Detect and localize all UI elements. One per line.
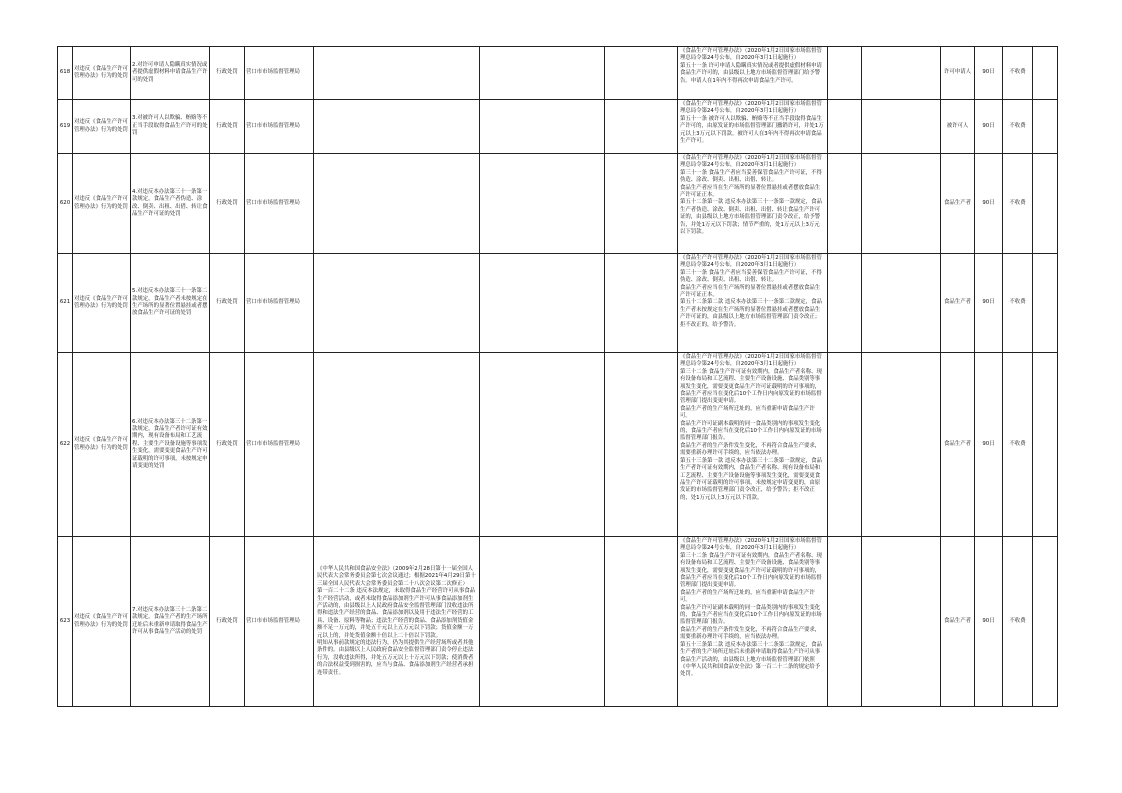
time-limit: 90日 xyxy=(975,100,1003,154)
empty-cell xyxy=(862,100,941,154)
power-type: 行政处罚 xyxy=(210,353,245,537)
target-object: 食品生产者 xyxy=(941,537,975,707)
table-row xyxy=(58,353,1058,537)
row-number: 619 xyxy=(58,100,73,154)
power-type: 行政处罚 xyxy=(210,154,245,254)
empty-cell xyxy=(1033,100,1058,154)
sub-item: 7.对违反本办法第三十二条第二款规定，食品生产者的生产场所迁址后未重新申请取得食品生产许可从事食品生产活动的处罚 xyxy=(131,537,210,707)
empty-cell xyxy=(828,353,862,537)
item-name: 对违反《食品生产许可管理办法》行为的处罚 xyxy=(73,537,131,707)
penalty-table xyxy=(57,46,1058,707)
time-limit: 90日 xyxy=(975,537,1003,707)
sub-item: 5.对违反本办法第三十一条第二款规定，食品生产者未按规定在生产场所的显著位置悬挂或者摆放食品生产许可证的处罚 xyxy=(131,254,210,353)
empty-cell xyxy=(828,100,862,154)
empty-cell xyxy=(1033,537,1058,707)
empty-cell xyxy=(1033,154,1058,254)
empty-cell xyxy=(862,47,941,100)
target-object: 许可申请人 xyxy=(941,47,975,100)
regulation-basis: 《食品生产许可管理办法》（2020年1月2日国家市场监督管理总局令第24号公布，自2020年3月1日起施行） 第三十一条 食品生产者应当妥善保管食品生产许可证，不得伪造、涂改、倒卖、出租、出借、转让。 食品生产者应当在生产场所的显著位置悬挂或者摆放食品生产许可证正本。 第五十二条第二款 违反本办法第三十一条第二款规定，食品生产者未按规定在生产场所的显著位置悬挂或者摆放食品生产许可证的，由县级以上地方市场监督管理部门责令改正；拒不改正的，给予警告。 xyxy=(678,254,828,353)
table-row xyxy=(58,254,1058,353)
target-object: 食品生产者 xyxy=(941,254,975,353)
regulation-basis: 《食品生产许可管理办法》（2020年1月2日国家市场监督管理总局令第24号公布，自2020年3月1日起施行） 第三十一条 食品生产者应当妥善保管食品生产许可证，不得伪造、涂改、倒卖、出租、出借、转让。 食品生产者应当在生产场所的显著位置悬挂或者摆放食品生产许可证正本。 第五十二条第一款 违反本办法第三十一条第一款规定，食品生产者伪造、涂改、倒卖、出租、出借、转让食品生产许可证的，由县级以上地方市场监督管理部门责令改正，给予警告，并处1万元以下罚款；情节严重的，处1万元以上3万元以下罚款。 xyxy=(678,154,828,254)
fee: 不收费 xyxy=(1003,47,1033,100)
table-row xyxy=(58,47,1058,100)
table-body xyxy=(58,47,1058,707)
department: 营口市市场监督管理局 xyxy=(245,254,314,353)
empty-cell xyxy=(862,154,941,254)
law-basis xyxy=(314,47,480,100)
department: 营口市市场监督管理局 xyxy=(245,537,314,707)
empty-cell xyxy=(828,254,862,353)
empty-cell xyxy=(1033,353,1058,537)
empty-cell xyxy=(480,100,605,154)
empty-cell xyxy=(862,353,941,537)
table-row xyxy=(58,154,1058,254)
empty-cell xyxy=(862,537,941,707)
item-name: 对违反《食品生产许可管理办法》行为的处罚 xyxy=(73,47,131,100)
empty-cell xyxy=(605,47,678,100)
time-limit: 90日 xyxy=(975,353,1003,537)
target-object: 被许可人 xyxy=(941,100,975,154)
law-basis xyxy=(314,154,480,254)
row-number: 620 xyxy=(58,154,73,254)
target-object: 食品生产者 xyxy=(941,353,975,537)
fee: 不收费 xyxy=(1003,154,1033,254)
fee: 不收费 xyxy=(1003,537,1033,707)
power-type: 行政处罚 xyxy=(210,47,245,100)
power-type: 行政处罚 xyxy=(210,254,245,353)
empty-cell xyxy=(862,254,941,353)
time-limit: 90日 xyxy=(975,47,1003,100)
regulation-basis: 《食品生产许可管理办法》（2020年1月2日国家市场监督管理总局令第24号公布，自2020年3月1日起施行） 第三十二条 食品生产许可证有效期内，食品生产者名称、现有设备布局和工艺流程、主要生产设备设施、食品类别等事项发生变化，需要变更食品生产许可证载明的许可事项的，食品生产者应当在变化后10个工作日内向原发证的市场监督管理部门提出变更申请。 食品生产者的生产场所迁址的，应当重新申请食品生产许可。 食品生产许可证副本载明的同一食品类别内的事项发生变化的，食品生产者应当在变化后10个工作日内向原发证的市场监督管理部门报告。 食品生产者的生产条件发生变化，不再符合食品生产要求，需要重新办理许可手续的，应当依法办理。 第五十三条第二款 违反本办法第三十二条第二款规定，食品生产者的生产场所迁址后未重新申请取得食品生产许可从事食品生产活动的，由县级以上地方市场监督管理部门依照《中华人民共和国食品安全法》第一百二十二条的规定给予处罚。 xyxy=(678,537,828,707)
row-number: 622 xyxy=(58,353,73,537)
row-number: 618 xyxy=(58,47,73,100)
empty-cell xyxy=(480,353,605,537)
fee: 不收费 xyxy=(1003,100,1033,154)
empty-cell xyxy=(480,154,605,254)
empty-cell xyxy=(480,254,605,353)
empty-cell xyxy=(828,154,862,254)
item-name: 对违反《食品生产许可管理办法》行为的处罚 xyxy=(73,154,131,254)
empty-cell xyxy=(605,353,678,537)
item-name: 对违反《食品生产许可管理办法》行为的处罚 xyxy=(73,254,131,353)
power-type: 行政处罚 xyxy=(210,537,245,707)
table-row xyxy=(58,100,1058,154)
time-limit: 90日 xyxy=(975,154,1003,254)
empty-cell xyxy=(605,537,678,707)
empty-cell xyxy=(828,47,862,100)
department: 营口市市场监督管理局 xyxy=(245,100,314,154)
fee: 不收费 xyxy=(1003,353,1033,537)
sub-item: 4.对违反本办法第三十一条第一款规定，食品生产者伪造、涂改、倒卖、出租、出借、转让食品生产许可证的处罚 xyxy=(131,154,210,254)
time-limit: 90日 xyxy=(975,254,1003,353)
regulation-basis: 《食品生产许可管理办法》（2020年1月2日国家市场监督管理总局令第24号公布，自2020年3月1日起施行） 第五十一条 许可申请人隐瞒真实情况或者提供虚假材料申请食品生产许可的，由县级以上地方市场监督管理部门给予警告。申请人在1年内不得再次申请食品生产许可。 xyxy=(678,47,828,100)
empty-cell xyxy=(480,537,605,707)
row-number: 621 xyxy=(58,254,73,353)
department: 营口市市场监督管理局 xyxy=(245,47,314,100)
department: 营口市市场监督管理局 xyxy=(245,154,314,254)
fee: 不收费 xyxy=(1003,254,1033,353)
empty-cell xyxy=(605,254,678,353)
row-number: 623 xyxy=(58,537,73,707)
item-name: 对违反《食品生产许可管理办法》行为的处罚 xyxy=(73,100,131,154)
department: 营口市市场监督管理局 xyxy=(245,353,314,537)
empty-cell xyxy=(1033,254,1058,353)
empty-cell xyxy=(605,154,678,254)
table-row xyxy=(58,537,1058,707)
law-basis xyxy=(314,100,480,154)
law-basis xyxy=(314,353,480,537)
item-name: 对违反《食品生产许可管理办法》行为的处罚 xyxy=(73,353,131,537)
regulation-basis: 《食品生产许可管理办法》（2020年1月2日国家市场监督管理总局令第24号公布，自2020年3月1日起施行） 第五十一条 被许可人以欺骗、贿赂等不正当手段取得食品生产许可的，由原发证的市场监督管理部门撤销许可，并处1万元以上3万元以下罚款。被许可人在3年内不得再次申请食品生产许可。 xyxy=(678,100,828,154)
law-basis xyxy=(314,254,480,353)
power-type: 行政处罚 xyxy=(210,100,245,154)
empty-cell xyxy=(480,47,605,100)
empty-cell xyxy=(605,100,678,154)
sub-item: 6.对违反本办法第三十二条第一款规定，食品生产者许可证有效期内，现有设备布局和工艺流程、主要生产设备设施等事项发生变化，需要变更食品生产许可证载明的许可事项，未按规定申请变更的处罚 xyxy=(131,353,210,537)
empty-cell xyxy=(1033,47,1058,100)
sub-item: 2.对许可申请人隐瞒真实情况或者提供虚假材料申请食品生产许可的处罚 xyxy=(131,47,210,100)
empty-cell xyxy=(828,537,862,707)
regulation-basis: 《食品生产许可管理办法》（2020年1月2日国家市场监督管理总局令第24号公布，自2020年3月1日起施行） 第三十二条 食品生产许可证有效期内，食品生产者名称、现有设备布局和工艺流程、主要生产设备设施、食品类别等事项发生变化，需要变更食品生产许可证载明的许可事项的，食品生产者应当在变化后10个工作日内向原发证的市场监督管理部门提出变更申请。 食品生产者的生产场所迁址的，应当重新申请食品生产许可。 食品生产许可证副本载明的同一食品类别内的事项发生变化的，食品生产者应当在变化后10个工作日内向原发证的市场监督管理部门报告。 食品生产者的生产条件发生变化，不再符合食品生产要求，需要重新办理许可手续的，应当依法办理。 第五十三条第一款 违反本办法第三十二条第一款规定，食品生产者许可证有效期内，食品生产者名称、现有设备布局和工艺流程、主要生产设备设施等事项发生变化，需要变更食品生产许可证载明的许可事项，未按规定申请变更的，由原发证的市场监督管理部门责令改正，给予警告；拒不改正的，处1万元以上3万元以下罚款。 xyxy=(678,353,828,537)
target-object: 食品生产者 xyxy=(941,154,975,254)
sub-item: 3.对被许可人以欺骗、贿赂等不正当手段取得食品生产许可的处罚 xyxy=(131,100,210,154)
law-basis: 《中华人民共和国食品安全法》（2009年2月28日第十一届全国人民代表大会常务委员会第七次会议通过；根据2021年4月29日第十三届全国人民代表大会常务委员会第二十八次会议第二次修正） 第一百二十二条 违反本法规定，未取得食品生产经营许可从事食品生产经营活动，或者未取得食品添加剂生产许可从事食品添加剂生产活动的，由县级以上人民政府食品安全监督管理部门没收违法所得和违法生产经营的食品、食品添加剂以及用于违法生产经营的工具、设备、原料等物品；违法生产经营的食品、食品添加剂货值金额不足一万元的，并处五千元以上五万元以下罚款；货值金额一万元以上的，并处货值金额十倍以上二十倍以下罚款。 明知从事前款规定的违法行为，仍为其提供生产经营场所或者其他条件的，由县级以上人民政府食品安全监督管理部门责令停止违法行为，没收违法所得，并处五万元以上十万元以下罚款；使消费者的合法权益受到损害的，应当与食品、食品添加剂生产经营者承担连带责任。 xyxy=(314,537,480,707)
